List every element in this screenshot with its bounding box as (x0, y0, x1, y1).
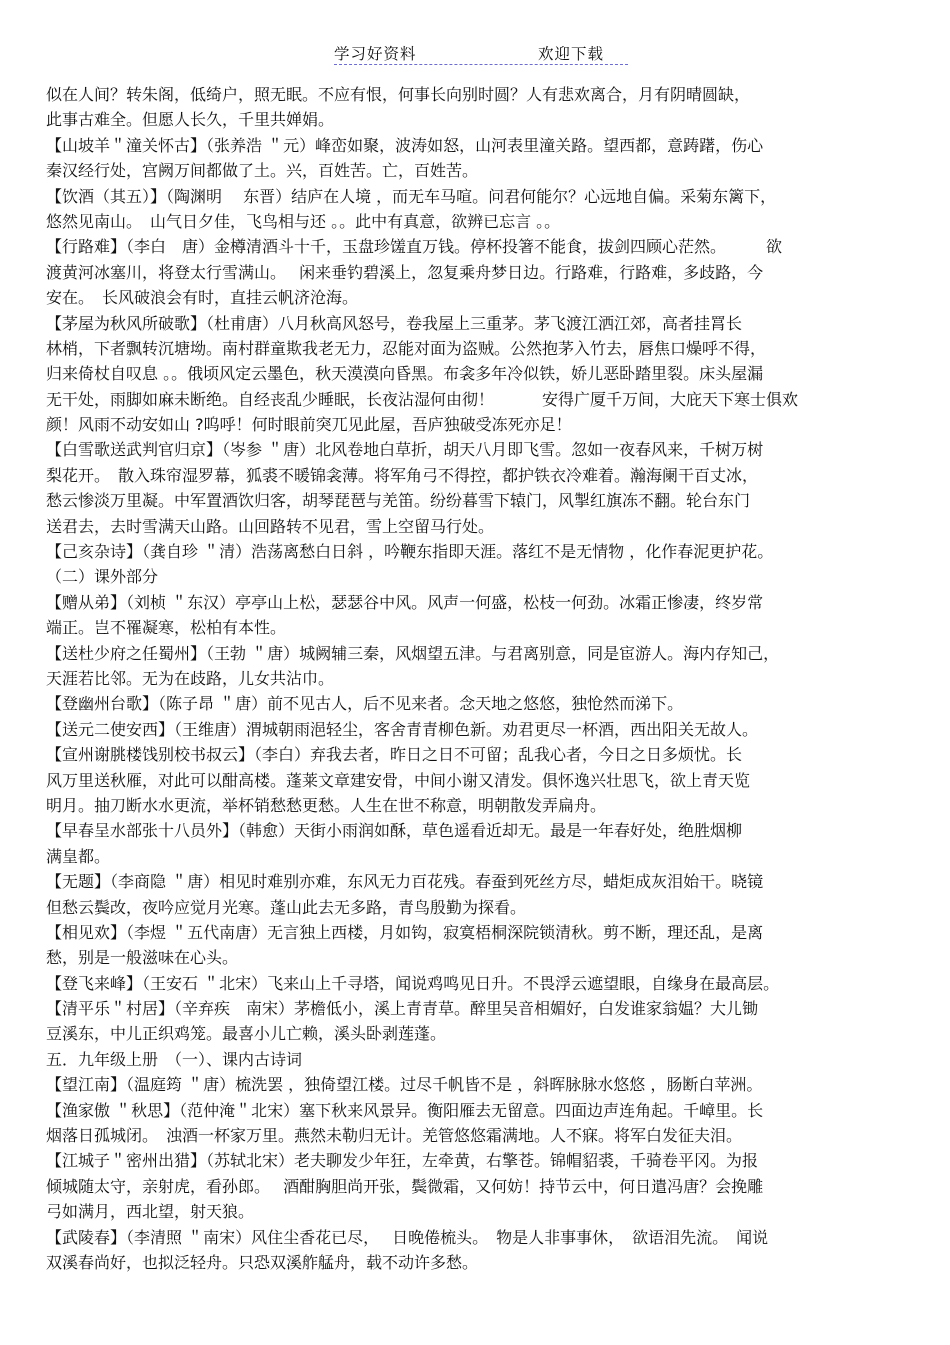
text-line: 愁，别是一般滋味在心头。 (46, 948, 239, 968)
text-line: 【送杜少府之任蜀州】（王勃 ＂唐）城阙辅三秦，风烟望五津。与君离别意，同是宦游人。海内存知己， (46, 643, 780, 663)
header-right-text: 欢迎下载 (538, 45, 605, 63)
text-line: 愁云惨淡万里凝。中军置酒饮归客，胡琴琵琶与羌笛。纷纷暮雪下辕门，风掣红旗冻不翻。轮台东门 (46, 491, 751, 511)
text-line: 【饮酒（其五）】（陶渊明 东晋）结庐在人境 ，而无车马喧。问君何能尔？心远地自偏。采菊东篱下， (46, 186, 777, 206)
text-line: 渡黄河冰塞川，将登太行雪满山。 闲来垂钓碧溪上，忽复乘舟梦日边。行路难，行路难，多歧路，今 (46, 262, 764, 282)
text-line: 秦汉经行处，宫阙万间都做了土。兴，百姓苦。亡，百姓苦。 (46, 161, 479, 181)
text-line: 归来倚杖自叹息 。。俄顷风定云墨色，秋天漠漠向昏黑。布衾多年冷似铁，娇儿恶卧踏里裂。床头屋漏 (46, 364, 764, 384)
text-line: 双溪春尚好，也拟泛轻舟。只恐双溪舴艋舟，载不动许多愁。 (46, 1252, 479, 1272)
text-line: 五．九年级上册 （一）、课内古诗词 (46, 1049, 303, 1069)
text-line: 但愁云鬓改，夜吟应觉月光寒。蓬山此去无多路，青鸟殷勤为探看。 (46, 897, 527, 917)
text-line: 悠然见南山。 山气日夕佳，飞鸟相与还 。。此中有真意，欲辨已忘言 。。 (46, 211, 561, 231)
text-line: 烟落日孤城闭。 浊酒一杯家万里。燕然未勒归无计。羌管悠悠霜满地。人不寐。将军白发征夫泪。 (46, 1126, 743, 1146)
text-line: 【行路难】（李白 唐）金樽清酒斗十千，玉盘珍馐直万钱。停杯投箸不能食，拔剑四顾心茫然。 欲 (46, 237, 783, 257)
text-line: 明月。抽刀断水水更流，举杯销愁愁更愁。人生在世不称意，明朝散发弄扁舟。 (46, 795, 607, 815)
text-line: 【登飞来峰】（王安石 ＂北宋）飞来山上千寻塔，闻说鸡鸣见日升。不畏浮云遮望眼，自缘身在最高层。 (46, 973, 780, 993)
text-line: 【无题】（李商隐 ＂唐）相见时难别亦难，东风无力百花残。春蚕到死丝方尽，蜡炬成灰泪始干。晓镜 (46, 872, 764, 892)
text-line: 梨花开。 散入珠帘湿罗幕，狐裘不暖锦衾薄。将军角弓不得控，都护铁衣冷难着。瀚海阑干百丈冰， (46, 465, 759, 485)
text-line: 【赠从弟】（刘桢 ＂东汉）亭亭山上松，瑟瑟谷中风。风声一何盛，松枝一何劲。冰霜正惨凄，终岁常 (46, 592, 764, 612)
text-line: 【武陵春】（李清照 ＂南宋）风住尘香花已尽， 日晚倦梳头。 物是人非事事休， 欲语泪先流。 闻说 (46, 1227, 769, 1247)
text-line: 天涯若比邻。无为在歧路，儿女共沾巾。 (46, 668, 335, 688)
text-line: 【早春呈水部张十八员外】（韩愈）天街小雨润如酥，草色遥看近却无。最是一年春好处，绝胜烟柳 (46, 821, 743, 841)
text-line: 送君去，去时雪满天山路。山回路转不见君，雪上空留马行处。 (46, 516, 495, 536)
header-underline (334, 64, 628, 65)
header-left-text: 学习好资料 (334, 45, 417, 63)
text-line: 安在。 长风破浪会有时，直挂云帆济沧海。 (46, 288, 359, 308)
text-line: 弓如满月，西北望，射天狼。 (46, 1202, 255, 1222)
text-line: 【宣州谢朓楼饯别校书叔云】（李白）弃我去者，昨日之日不可留；乱我心者，今日之日多烦忧。长 (46, 745, 743, 765)
text-line: 【相见欢】（李煜 ＂五代南唐）无言独上西楼，月如钩，寂寞梧桐深院锁清秋。剪不断，理还乱，是离 (46, 922, 764, 942)
text-line: 无干处，雨脚如麻未断绝。自经丧乱少睡眠，长夜沾湿何由彻！ 安得广厦千万间，大庇天下寒士俱欢 (46, 389, 799, 409)
text-line: 似在人间？转朱阁，低绮户，照无眠。不应有恨，何事长向别时圆？人有悲欢离合，月有阴晴圆缺， (46, 85, 751, 104)
text-line: 【己亥杂诗】（龚自珍 ＂清）浩荡离愁白日斜 ，吟鞭东指即天涯。落红不是无情物 ，化作春泥更护花。 (46, 542, 774, 562)
text-line: 倾城随太守，亲射虎，看孙郎。 酒酣胸胆尚开张，鬓微霜，又何妨！持节云中，何日遣冯唐？会挽雕 (46, 1176, 764, 1196)
text-line: 【江城子＂密州出猎】（苏轼北宋）老夫聊发少年狂，左牵黄，右擎苍。锦帽貂裘，千骑卷平冈。为报 (46, 1151, 759, 1171)
text-line: 颜！风雨不动安如山 ?呜呼！何时眼前突兀见此屋，吾庐独破受冻死亦足！ (46, 415, 572, 435)
text-line: 豆溪东，中儿正织鸡笼。最喜小儿亡赖，溪头卧剥莲蓬。 (46, 1024, 447, 1044)
document-body (46, 82, 906, 1275)
text-line: 满皇都。 (46, 846, 111, 866)
text-line: （二）课外部分 (46, 567, 159, 587)
text-line: 【茅屋为秋风所破歌】（杜甫唐）八月秋高风怒号，卷我屋上三重茅。茅飞渡江洒江郊，高者挂罥长 (46, 313, 743, 333)
text-line: 【白雪歌送武判官归京】（岑参 ＂唐）北风卷地白草折，胡天八月即飞雪。忽如一夜春风来，千树万树 (46, 440, 764, 460)
page-header (0, 42, 950, 66)
text-line: 林梢，下者飘转沉塘坳。南村群童欺我老无力，忍能对面为盗贼。公然抱茅入竹去，唇焦口燥呼不得， (46, 338, 767, 358)
text-line: 【望江南】（温庭筠 ＂唐）梳洗罢 ，独倚望江楼。过尽千帆皆不是 ，斜晖脉脉水悠悠 ，肠断白苹洲。 (46, 1075, 763, 1095)
text-line: 【渔家傲 ＂秋思】（范仲淹＂北宋）塞下秋来风景异。衡阳雁去无留意。四面边声连角起。千嶂里。长 (46, 1100, 764, 1120)
text-line: 【送元二使安西】（王维唐）渭城朝雨浥轻尘，客舍青青柳色新。劝君更尽一杯酒，西出阳关无故人。 (46, 719, 759, 739)
text-line: 此事古难全。但愿人长久，千里共婵娟。 (46, 110, 335, 130)
text-line: 【清平乐＂村居】（辛弃疾 南宋）茅檐低小，溪上青青草。醉里吴音相媚好，白发谁家翁媪？大儿锄 (46, 999, 759, 1019)
text-line: 风万里送秋雁，对此可以酣高楼。蓬莱文章建安骨，中间小谢又清发。俱怀逸兴壮思飞，欲上青天览 (46, 770, 751, 790)
text-line: 端正。岂不罹凝寒，松柏有本性。 (46, 618, 287, 638)
text-line: 【山坡羊＂潼关怀古】（张养浩 ＂元）峰峦如聚，波涛如怒，山河表里潼关路。望西都，意踌躇，伤心 (46, 135, 764, 155)
text-line: 【登幽州台歌】（陈子昂 ＂唐）前不见古人，后不见来者。念天地之悠悠，独怆然而涕下。 (46, 694, 684, 714)
